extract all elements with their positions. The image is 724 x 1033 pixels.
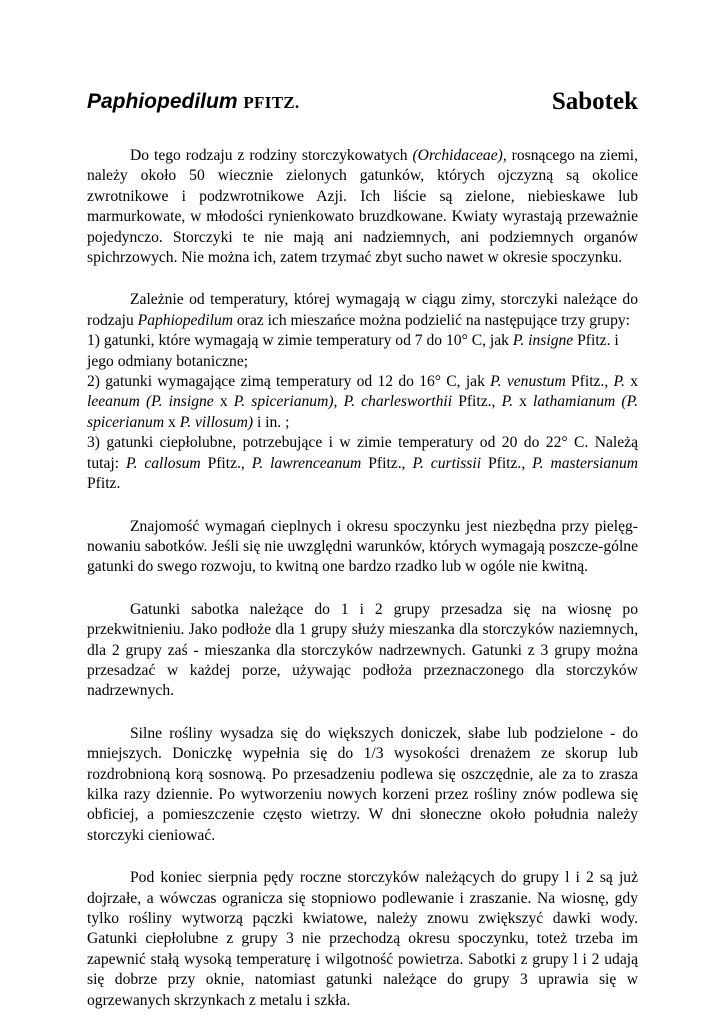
paragraph-groups bbox=[87, 290, 638, 494]
paragraph-intro: Do tego rodzaju z rodziny storczykowatych (Orchidaceae), rosnącego na ziemi, należy około 50 wiecznie zielonych gatunków, których ojczyzną są okolice zwrotnikowe i podzwrotnikowe Azji. Ich liście są zielone, niebieskawe lub marmurkowate, w młodości rynienkowato bruzdkowane. Kwiaty wyrastają przeważnie pojedynczo. Storczyki te nie mają ani nadziemnych, ani podziemnych organów spichrzowych. Nie można ich, zatem trzymać zbyt sucho nawet w okresie spoczynku. bbox=[87, 147, 638, 267]
genus-author: PFITZ. bbox=[243, 93, 300, 112]
group-1: 1) gatunki, które wymagają w zimie temperatury od 7 do 10° C, jak P. insigne Pfitz. i jego odmiany botaniczne; bbox=[87, 332, 619, 370]
genus-title: Paphiopedilum PFITZ. bbox=[87, 90, 300, 113]
group-2: 2) gatunki wymagające zimą temperatury od 12 do 16° C, jak P. venustum Pfitz., P. x leeanum (P. insigne x P. spicerianum), P. charlesworthii Pfitz., P. x lathamianum (P. spicerianum x P. villosum) i in. ; bbox=[87, 373, 639, 431]
family-name: (Orchidaceae), bbox=[412, 147, 507, 164]
paragraph-rest-period: Pod koniec sierpnia pędy roczne storczyków należących do grupy l i 2 są już dojrzałe, a wówczas ogranicza się stopniowo podlewanie i zraszanie. Na wiosnę, gdy tylko rośliny wytworzą pączki kwiatowe, należy znowu zwiększyć dawki wody. Gatunki ciepłolubne z grupy 3 nie przechodzą okresu spoczynku, toteż trzeba im zapewnić stałą wysoką temperaturę i wilgotność powietrza. Sabotki z grupy l i 2 udają się dobrze przy oknie, natomiast gatunki należące do grupy 3 uprawia się w ogrzewanych skrzynkach z metalu i szkła. bbox=[87, 869, 638, 1009]
groups-intro: Zależnie od temperatury, której wymagają w ciągu zimy, storczyki należące do rodzaju Paphiopedilum oraz ich mieszańce można podzielić na następujące trzy grupy: bbox=[87, 291, 638, 329]
group-3: 3) gatunki ciepłolubne, potrzebujące i w zimie temperatury od 20 do 22° C. Należą tutaj: P. callosum Pfitz., P. lawrenceanum Pfitz., P. curtissii Pfitz., P. mastersianum Pfitz. bbox=[87, 434, 638, 493]
common-name-title: Sabotek bbox=[551, 88, 638, 115]
paragraph-pots: Silne rośliny wysadza się do większych doniczek, słabe lub podzielone - do mniejszych. Doniczkę wypełnia się do 1/3 wysokości drenażem ze skorup lub rozdrobnioną korą sosnową. Po przesadzeniu podlewa się oszczędnie, ale za to zrasza kilka razy dziennie. Po wytworzeniu nowych korzeni przez rośliny znów podlewa się obficiej, a pomieszczenie często wietrzy. W dni słoneczne około południa należy storczyki cieniować. bbox=[87, 724, 638, 844]
document-body bbox=[87, 146, 638, 1011]
paragraph-requirements: Znajomość wymagań cieplnych i okresu spoczynku jest niezbędna przy pielęg-nowaniu sabotków. Jeśli się nie uwzględni warunków, których wymagają poszcze-gólne gatunki do swego rozwoju, to kwitną one bardzo rzadko lub w ogóle nie kwitną. bbox=[87, 517, 638, 576]
document-page bbox=[87, 88, 638, 1033]
document-header bbox=[87, 88, 638, 122]
paragraph-repotting: Gatunki sabotka należące do 1 i 2 grupy przesadza się na wiosnę po przekwitnieniu. Jako podłoże dla 1 grupy służy mieszanka dla storczyków naziemnych, dla 2 grupy zaś - mieszanka dla storczyków nadrzewnych. Gatunki z 3 grupy można przesadzać w każdej porze, używając podłoża przeznaczonego dla storczyków nadrzewnych. bbox=[87, 600, 638, 700]
